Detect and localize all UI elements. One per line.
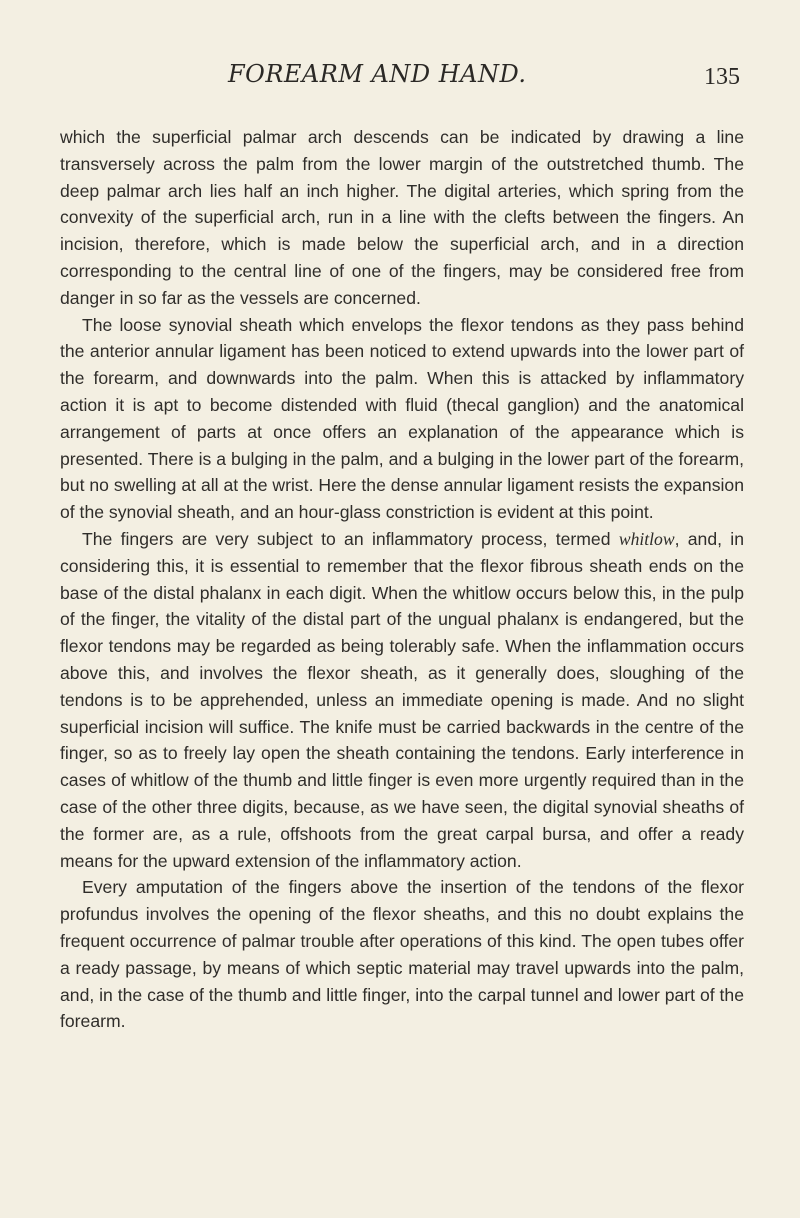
paragraph-3-rest: , and, in considering this, it is essential to remember that the flexor fibrous sheath ends on the base of the distal phalanx in each digit. When the whitlow occurs below this, in the pulp of the finger, the vitality of the distal part of the ungual phalanx is endangered, but the flexor tendons may be regarded as being tolerably safe. When the inflammation occurs above this, and involves the flexor sheath, as it generally does, sloughing of the tendons is to be apprehended, unless an immediate opening is made. And no slight superficial incision will suffice. The knife must be carried backwards in the centre of the finger, so as to freely lay open the sheath containing the tendons. Early interference in cases of whitlow of the thumb and little finger is even more urgently required than in the case of the other three digits, because, as we have seen, the digital synovial sheaths of the former are, as a rule, offshoots from the great carpal bursa, and offer a ready means for the upward extension of the inflammatory action. [60,528,745,871]
running-head: FOREARM AND HAND. [228,60,527,88]
term-whitlow: whitlow [618,528,675,549]
paragraph-3-start: The fingers are very subject to an inflammatory process, termed [82,528,619,549]
paragraph-3 [60,526,744,874]
paragraph-2: The loose synovial sheath which envelops the flexor tendons as they pass behind the anterior annular ligament has been noticed to extend upwards into the lower part of the forearm, and downwards into the palm. When this is attacked by inflammatory action it is apt to become distended with fluid (thecal ganglion) and the anatomical arrangement of parts at once offers an explanation of the appearance which is presented. There is a bulging in the palm, and a bulging in the lower part of the forearm, but no swelling at all at the wrist. Here the dense annular ligament resists the expansion of the synovial sheath, and an hour-glass constriction is evident at this point. [60,314,744,523]
paragraph-1: which the superficial palmar arch descends can be indicated by drawing a line transversely across the palm from the lower margin of the outstretched thumb. The deep palmar arch lies half an inch higher. The digital arteries, which spring from the convexity of the superficial arch, run in a line with the clefts between the fingers. An incision, therefore, which is made below the superficial arch, and in a direction corresponding to the central line of one of the fingers, may be considered free from danger in so far as the vessels are concerned. [60,127,744,308]
page-header [60,60,740,100]
page-number: 135 [704,64,740,90]
body-text [60,124,744,1035]
paragraph-4: Every amputation of the fingers above the insertion of the tendons of the flexor profundus involves the opening of the flexor sheaths, and this no doubt explains the frequent occurrence of palmar trouble after operations of this kind. The open tubes offer a ready passage, by means of which septic material may travel upwards into the palm, and, in the case of the thumb and little finger, into the carpal tunnel and lower part of the forearm. [60,877,744,1032]
